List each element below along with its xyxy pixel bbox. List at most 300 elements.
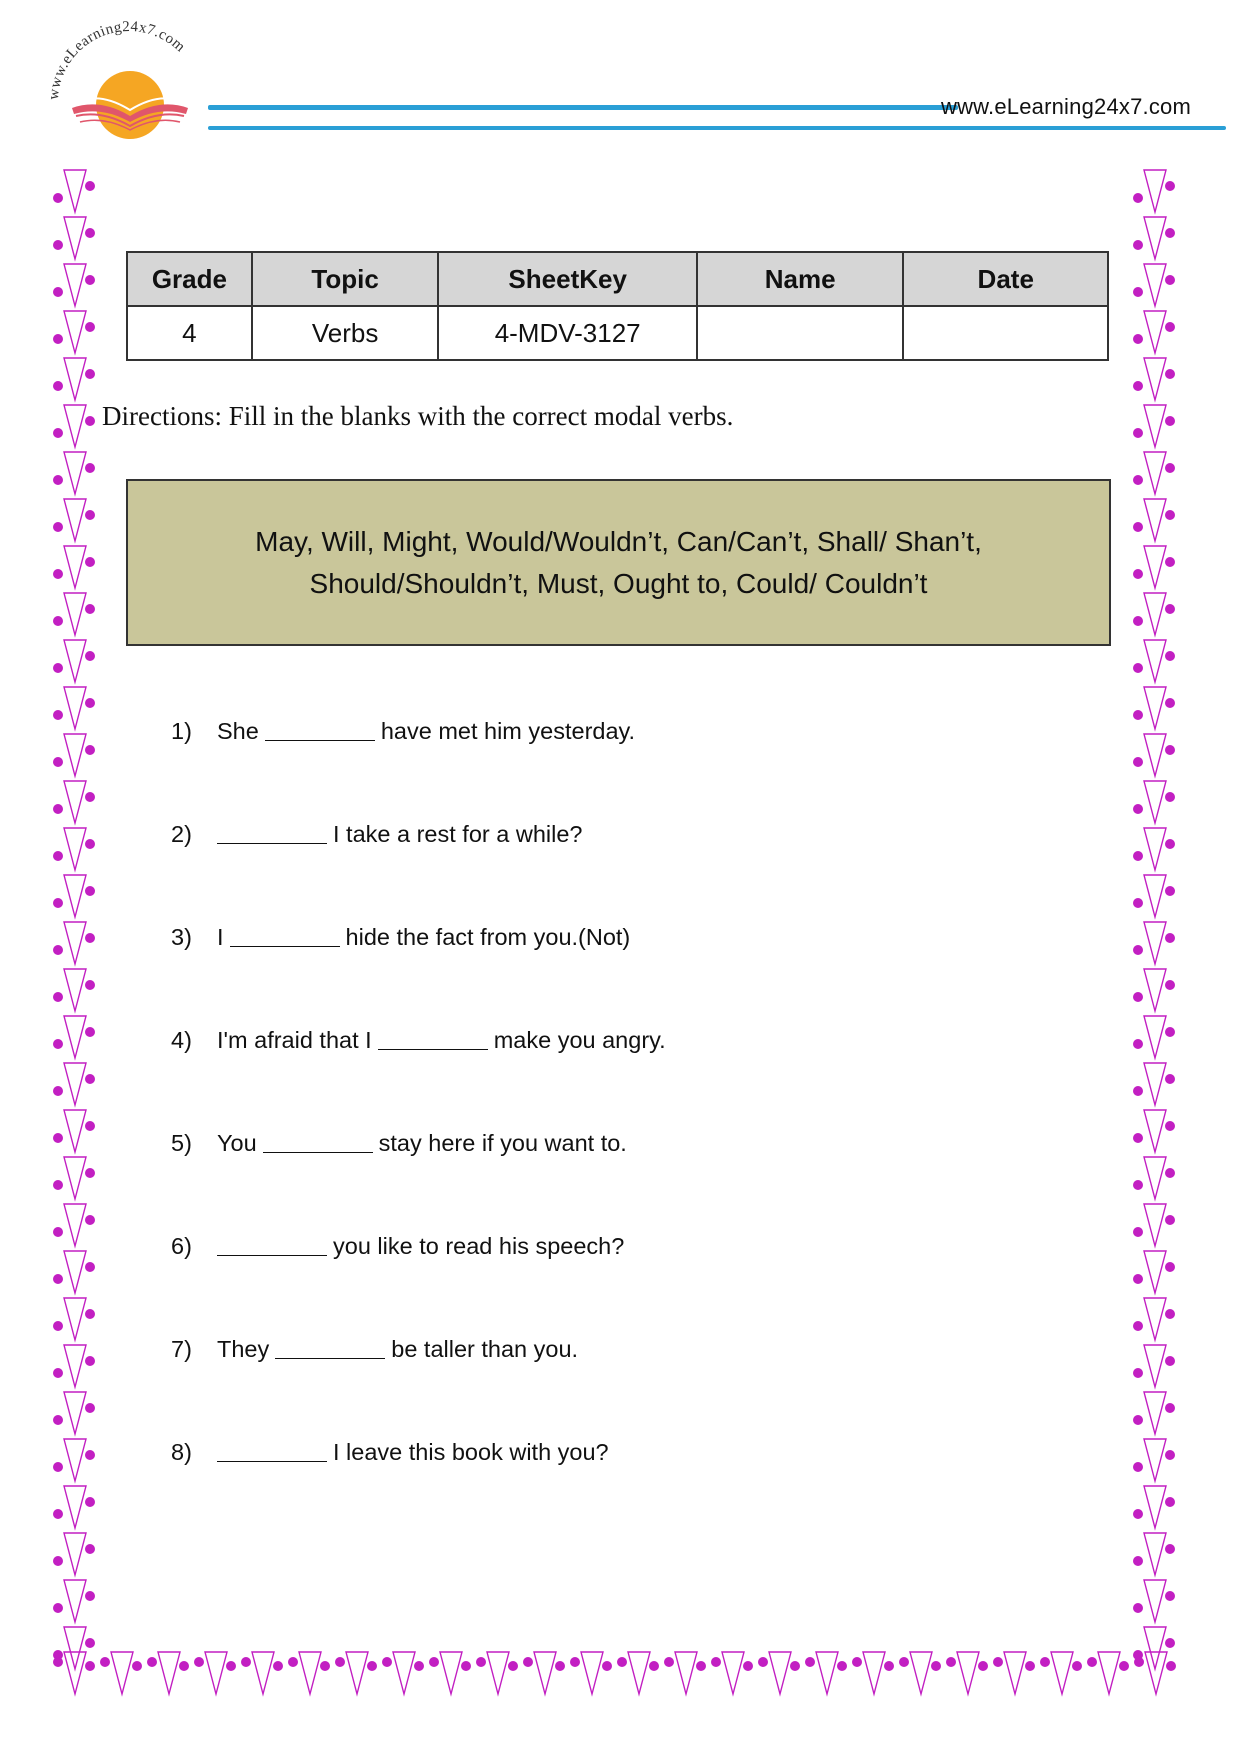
grade-value: 4 [127, 306, 252, 360]
border-dot [1165, 980, 1175, 990]
border-dot [1133, 1415, 1143, 1425]
border-triangle [957, 1652, 979, 1694]
border-triangle [64, 1110, 86, 1152]
border-triangle [581, 1652, 603, 1694]
border-dot [85, 275, 95, 285]
border-triangle [64, 1298, 86, 1340]
border-triangle [1144, 1486, 1166, 1528]
border-dot [85, 792, 95, 802]
border-dot [946, 1657, 956, 1667]
border-triangle [675, 1652, 697, 1694]
border-dot [53, 522, 63, 532]
border-dot [711, 1657, 721, 1667]
border-dot [602, 1661, 612, 1671]
border-dot [367, 1661, 377, 1671]
border-dot [617, 1657, 627, 1667]
border-dot [85, 745, 95, 755]
border-triangle [64, 593, 86, 635]
border-dot [1165, 322, 1175, 332]
question-text-after: stay here if you want to. [378, 1130, 627, 1156]
border-triangle [1051, 1652, 1073, 1694]
border-dot [85, 1168, 95, 1178]
info-value-row [127, 306, 1108, 360]
border-dot [664, 1657, 674, 1667]
border-triangle [1144, 1063, 1166, 1105]
border-dot [743, 1661, 753, 1671]
answer-blank[interactable] [265, 739, 375, 741]
name-field[interactable] [697, 306, 904, 360]
border-dot [1133, 240, 1143, 250]
border-triangle [1144, 828, 1166, 870]
border-triangle [1144, 640, 1166, 682]
border-dot [1165, 1638, 1175, 1648]
header-topic: Topic [252, 252, 439, 306]
header-sheetkey: SheetKey [438, 252, 697, 306]
word-bank-line-2: Should/Shouldn’t, Must, Ought to, Could/ Couldn’t [309, 567, 928, 599]
border-dot [1165, 1027, 1175, 1037]
border-dot [1165, 604, 1175, 614]
border-triangle [64, 875, 86, 917]
border-dot [1165, 651, 1175, 661]
border-dot [1165, 1121, 1175, 1131]
border-dot [1134, 1657, 1144, 1667]
border-dot [429, 1657, 439, 1667]
border-dot [85, 181, 95, 191]
border-dot [1133, 1603, 1143, 1613]
border-dot [931, 1661, 941, 1671]
border-dot [523, 1657, 533, 1667]
border-triangle [1144, 1345, 1166, 1387]
border-dot [1119, 1661, 1129, 1671]
border-triangle [299, 1652, 321, 1694]
border-dot [85, 1450, 95, 1460]
border-dot [1165, 275, 1175, 285]
border-triangle [64, 969, 86, 1011]
border-dot [53, 1321, 63, 1331]
answer-blank[interactable] [217, 842, 327, 844]
header-rule-bottom [208, 126, 1226, 130]
border-triangle [1144, 1533, 1166, 1575]
word-bank-line-1: May, Will, Might, Would/Wouldn’t, Can/Can’t, Shall/ Shan’t, [255, 525, 982, 557]
question-item [171, 1027, 666, 1054]
border-triangle [64, 264, 86, 306]
border-dot [837, 1661, 847, 1671]
border-dot [53, 1368, 63, 1378]
border-triangle [440, 1652, 462, 1694]
border-dot [53, 945, 63, 955]
border-dot [85, 886, 95, 896]
question-text-after: I leave this book with you? [333, 1439, 609, 1465]
border-dot [288, 1657, 298, 1667]
question-item [171, 821, 582, 848]
border-triangle [1144, 1580, 1166, 1622]
border-dot [53, 1086, 63, 1096]
directions-text: Directions: Fill in the blanks with the correct modal verbs. [102, 401, 734, 431]
border-dot [85, 839, 95, 849]
border-triangle [64, 1016, 86, 1058]
border-dot [53, 851, 63, 861]
border-triangle [64, 452, 86, 494]
border-dot [1133, 1180, 1143, 1190]
question-number: 8) [171, 1439, 192, 1465]
border-triangle [1144, 217, 1166, 259]
border-dot [1165, 792, 1175, 802]
border-dot [555, 1661, 565, 1671]
border-triangle [1144, 1110, 1166, 1152]
border-dot [53, 1657, 63, 1667]
border-dot [53, 381, 63, 391]
border-dot [1165, 557, 1175, 567]
border-triangle [1144, 1016, 1166, 1058]
question-text-after: have met him yesterday. [380, 718, 636, 744]
border-triangle [64, 170, 86, 212]
question-text-after: you like to read his speech? [333, 1233, 625, 1259]
border-dot [85, 1544, 95, 1554]
border-triangle [1144, 1157, 1166, 1199]
question-text-after: be taller than you. [391, 1336, 579, 1362]
border-dot [899, 1657, 909, 1667]
border-dot [85, 651, 95, 661]
border-dot [85, 1356, 95, 1366]
border-dot [1072, 1661, 1082, 1671]
border-triangle [534, 1652, 556, 1694]
border-dot [1133, 1274, 1143, 1284]
answer-blank[interactable] [378, 1048, 488, 1050]
border-triangle [346, 1652, 368, 1694]
border-dot [53, 804, 63, 814]
border-dot [85, 933, 95, 943]
question-text-before: I'm afraid that I [217, 1027, 372, 1053]
border-triangle [64, 687, 86, 729]
border-dot [53, 475, 63, 485]
border-triangle [64, 828, 86, 870]
border-dot [1133, 428, 1143, 438]
border-dot [85, 698, 95, 708]
border-triangle [64, 781, 86, 823]
border-triangle [1144, 452, 1166, 494]
worksheet-info-table [126, 251, 1109, 361]
border-dot [273, 1661, 283, 1671]
border-dot [1133, 1509, 1143, 1519]
border-triangle [910, 1652, 932, 1694]
question-number: 2) [171, 821, 192, 847]
border-dot [1133, 569, 1143, 579]
border-dot [1165, 1074, 1175, 1084]
answer-blank[interactable] [275, 1357, 385, 1359]
border-dot [1165, 369, 1175, 379]
border-dot [53, 1509, 63, 1519]
border-triangle [1144, 781, 1166, 823]
border-dot [1165, 933, 1175, 943]
border-triangle [64, 311, 86, 353]
border-triangle [64, 546, 86, 588]
border-triangle [1144, 1204, 1166, 1246]
question-number: 7) [171, 1336, 192, 1362]
border-dot [53, 1603, 63, 1613]
border-triangle [1144, 687, 1166, 729]
border-triangle [393, 1652, 415, 1694]
border-dot [508, 1661, 518, 1671]
border-dot [1133, 945, 1143, 955]
border-triangle [1144, 264, 1166, 306]
border-dot [132, 1661, 142, 1671]
border-triangle [252, 1652, 274, 1694]
border-dot [85, 1121, 95, 1131]
border-dot [100, 1657, 110, 1667]
border-triangle [628, 1652, 650, 1694]
question-text-after: hide the fact from you.(Not) [345, 924, 631, 950]
border-dot [1133, 1039, 1143, 1049]
border-dot [53, 569, 63, 579]
border-dot [1133, 334, 1143, 344]
border-dot [85, 463, 95, 473]
border-dot [194, 1657, 204, 1667]
border-dot [53, 898, 63, 908]
border-triangle [816, 1652, 838, 1694]
border-dot [1165, 1497, 1175, 1507]
answer-blank[interactable] [263, 1151, 373, 1153]
border-triangle [769, 1652, 791, 1694]
border-dot [1133, 1368, 1143, 1378]
border-dot [1133, 1133, 1143, 1143]
border-dot [382, 1657, 392, 1667]
border-triangle [487, 1652, 509, 1694]
border-dot [1165, 1262, 1175, 1272]
border-dot [1165, 228, 1175, 238]
border-dot [53, 428, 63, 438]
border-triangle [64, 734, 86, 776]
border-dot [1133, 663, 1143, 673]
question-number: 3) [171, 924, 192, 950]
border-triangle [64, 1063, 86, 1105]
question-text-before: You [217, 1130, 257, 1156]
border-dot [1133, 710, 1143, 720]
question-item [171, 1130, 627, 1157]
border-triangle [111, 1652, 133, 1694]
border-dot [1165, 886, 1175, 896]
border-dot [53, 992, 63, 1002]
border-dot [805, 1657, 815, 1667]
border-dot [1025, 1661, 1035, 1671]
border-dot [53, 1415, 63, 1425]
border-dot [1165, 1215, 1175, 1225]
border-dot [85, 416, 95, 426]
header-rule-top [208, 105, 958, 110]
border-triangle [1144, 922, 1166, 964]
border-triangle [64, 1392, 86, 1434]
border-dot [1165, 463, 1175, 473]
border-dot [85, 228, 95, 238]
question-number: 6) [171, 1233, 192, 1259]
border-dot [85, 604, 95, 614]
border-triangle [64, 405, 86, 447]
border-triangle [1144, 499, 1166, 541]
border-dot [1133, 1556, 1143, 1566]
border-triangle [1144, 358, 1166, 400]
sheetkey-value: 4-MDV-3127 [438, 306, 697, 360]
border-triangle [1098, 1652, 1120, 1694]
border-dot [85, 322, 95, 332]
border-triangle [64, 1652, 86, 1694]
border-dot [1165, 1356, 1175, 1366]
svg-text:www.eLearning24x7.com: www.eLearning24x7.com [45, 20, 189, 101]
border-dot [1165, 1168, 1175, 1178]
question-text-after: I take a rest for a while? [333, 821, 583, 847]
border-triangle [64, 1533, 86, 1575]
border-triangle [1144, 1439, 1166, 1481]
question-item [171, 1439, 609, 1466]
question-number: 1) [171, 718, 192, 744]
border-triangle [1145, 1652, 1167, 1694]
border-dot [241, 1657, 251, 1667]
border-triangle [64, 922, 86, 964]
answer-blank[interactable] [217, 1460, 327, 1462]
border-dot [85, 1215, 95, 1225]
border-dot [1133, 1227, 1143, 1237]
border-dot [85, 557, 95, 567]
question-number: 5) [171, 1130, 192, 1156]
border-dot [53, 710, 63, 720]
border-dot [53, 240, 63, 250]
header-grade: Grade [127, 252, 252, 306]
border-dot [335, 1657, 345, 1667]
question-item [171, 1233, 624, 1260]
border-dot [1166, 1661, 1176, 1671]
border-dot [1133, 616, 1143, 626]
border-dot [53, 616, 63, 626]
question-text-before: I [217, 924, 224, 950]
border-triangle [64, 1580, 86, 1622]
border-dot [1133, 522, 1143, 532]
border-dot [696, 1661, 706, 1671]
border-dot [414, 1661, 424, 1671]
border-dot [85, 1074, 95, 1084]
border-triangle [64, 1486, 86, 1528]
border-dot [85, 369, 95, 379]
site-url: www.eLearning24x7.com [940, 94, 1191, 119]
border-dot [85, 1262, 95, 1272]
border-dot [53, 1556, 63, 1566]
border-dot [85, 1027, 95, 1037]
word-bank-box [126, 479, 1111, 646]
border-triangle [1144, 311, 1166, 353]
border-dot [226, 1661, 236, 1671]
date-field[interactable] [903, 306, 1108, 360]
border-dot [1133, 992, 1143, 1002]
border-dot [53, 1227, 63, 1237]
header-date: Date [903, 252, 1108, 306]
border-triangle [1144, 734, 1166, 776]
border-dot [1133, 287, 1143, 297]
border-dot [1165, 1544, 1175, 1554]
border-triangle [64, 1204, 86, 1246]
border-dot [85, 1497, 95, 1507]
border-dot [85, 1309, 95, 1319]
border-triangle [64, 499, 86, 541]
border-dot [179, 1661, 189, 1671]
border-dot [461, 1661, 471, 1671]
border-dot [85, 980, 95, 990]
border-triangle [64, 1439, 86, 1481]
border-dot [85, 1403, 95, 1413]
answer-blank[interactable] [230, 945, 340, 947]
border-dot [1165, 745, 1175, 755]
question-item [171, 924, 630, 951]
border-triangle [64, 1251, 86, 1293]
border-dot [1165, 839, 1175, 849]
border-dot [53, 757, 63, 767]
border-triangle [205, 1652, 227, 1694]
border-dot [1165, 181, 1175, 191]
border-triangle [158, 1652, 180, 1694]
border-triangle [722, 1652, 744, 1694]
border-dot [53, 287, 63, 297]
border-dot [1133, 1086, 1143, 1096]
border-triangle [1144, 1392, 1166, 1434]
border-dot [1133, 381, 1143, 391]
border-triangle [1144, 546, 1166, 588]
question-text-after: make you angry. [493, 1027, 666, 1053]
border-dot [1133, 193, 1143, 203]
border-dot [852, 1657, 862, 1667]
border-dot [53, 193, 63, 203]
border-dot [53, 1180, 63, 1190]
border-dot [649, 1661, 659, 1671]
border-dot [1165, 698, 1175, 708]
border-dot [53, 1133, 63, 1143]
question-item [171, 718, 635, 745]
border-triangle [1144, 593, 1166, 635]
border-dot [53, 1274, 63, 1284]
border-dot [1133, 475, 1143, 485]
border-triangle [64, 217, 86, 259]
border-dot [1133, 1321, 1143, 1331]
border-dot [570, 1657, 580, 1667]
border-triangle [1144, 875, 1166, 917]
border-dot [993, 1657, 1003, 1667]
info-header-row [127, 252, 1108, 306]
border-dot [978, 1661, 988, 1671]
border-dot [1165, 1450, 1175, 1460]
border-dot [1133, 1462, 1143, 1472]
border-dot [53, 663, 63, 673]
answer-blank[interactable] [217, 1254, 327, 1256]
border-dot [85, 510, 95, 520]
border-triangle [1144, 969, 1166, 1011]
border-dot [884, 1661, 894, 1671]
header-name: Name [697, 252, 904, 306]
border-dot [53, 1039, 63, 1049]
border-dot [53, 334, 63, 344]
question-text-before: She [217, 718, 259, 744]
border-triangle [64, 358, 86, 400]
border-dot [1165, 510, 1175, 520]
border-dot [1165, 416, 1175, 426]
border-triangle [64, 1345, 86, 1387]
border-triangle [1144, 170, 1166, 212]
border-dot [85, 1638, 95, 1648]
border-triangle [1144, 1251, 1166, 1293]
border-dot [1133, 851, 1143, 861]
border-triangle [64, 1157, 86, 1199]
border-triangle [863, 1652, 885, 1694]
border-dot [1087, 1657, 1097, 1667]
question-item [171, 1336, 578, 1363]
border-dot [1133, 898, 1143, 908]
border-dot [1040, 1657, 1050, 1667]
border-dot [1133, 757, 1143, 767]
border-dot [790, 1661, 800, 1671]
